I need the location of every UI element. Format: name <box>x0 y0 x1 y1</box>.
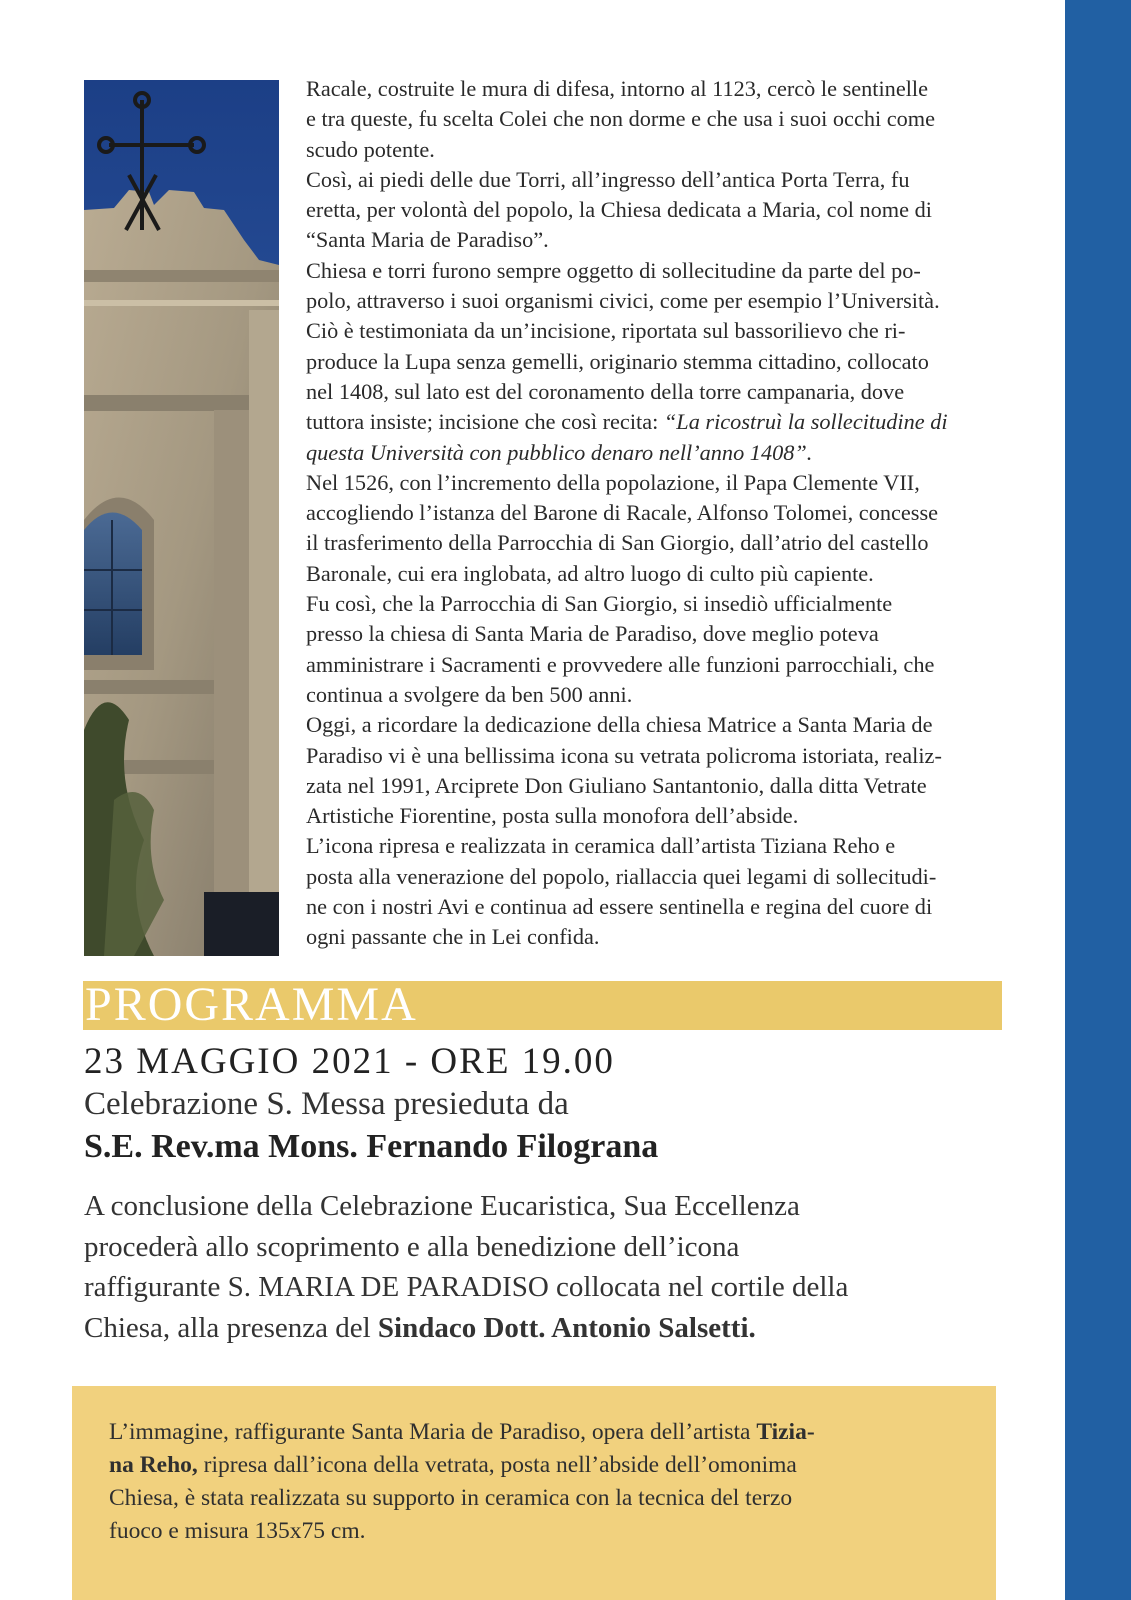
text-segment: ripresa dall’icona della vetrata, posta nell’abside dell’omonima <box>197 1452 797 1478</box>
text-line: Chiesa e torri furono sempre oggetto di sollecitudine da parte del po- <box>306 257 921 283</box>
text-line: Ciò è testimoniata da un’incisione, riportata sul bassorilievo che ri- <box>306 318 906 344</box>
programma-band <box>83 978 1002 1031</box>
text-line: nel 1408, sul lato est del coronamento della torre campanaria, dove <box>306 378 905 404</box>
programma-title: PROGRAMMA <box>85 978 418 1031</box>
artist-name: Tizia- <box>756 1419 815 1445</box>
text-line: Così, ai piedi delle due Torri, all’ingresso dell’antica Porta Terra, fu <box>306 166 910 192</box>
text-line <box>109 1416 965 1449</box>
text-line <box>306 438 1026 468</box>
text-line: scudo potente. <box>306 136 435 162</box>
church-facade-photo <box>84 80 279 956</box>
text-line <box>306 407 1026 437</box>
text-line: Oggi, a ricordare la dedicazione della chiesa Matrice a Santa Maria de <box>306 712 933 738</box>
text-line: Paradiso vi è una bellissima icona su vetrata policroma istoriata, realiz- <box>306 742 942 768</box>
text-line: “Santa Maria de Paradiso”. <box>306 227 549 253</box>
text-segment: L’immagine, raffigurante Santa Maria de Paradiso, opera dell’artista <box>109 1419 757 1445</box>
side-accent-bar <box>1065 0 1131 1600</box>
text-line: procederà allo scoprimento e alla benedizione dell’icona <box>84 1230 740 1263</box>
text-line: e tra queste, fu scelta Colei che non dorme e che usa i suoi occhi come <box>306 106 936 132</box>
text-line: ne con i nostri Avi e continua ad essere sentinella e regina del cuore di <box>306 894 933 920</box>
text-line: Artistiche Fiorentine, posta sulla monofora dell’abside. <box>306 803 799 829</box>
text-line: ogni passante che in Lei confida. <box>306 924 600 950</box>
text-line: polo, attraverso i suoi organismi civici, come per esempio l’Università. <box>306 288 940 314</box>
text-line: A conclusione della Celebrazione Eucaristica, Sua Eccellenza <box>84 1190 800 1222</box>
text-line: posta alla venerazione del popolo, riallaccia quei legami di sollecitudi- <box>306 863 937 889</box>
conclusion-text <box>84 1186 1014 1348</box>
text-line: continua a svolgere da ben 500 anni. <box>306 681 633 707</box>
bishop-name: S.E. Rev.ma Mons. Fernando Filograna <box>84 1128 659 1165</box>
text-line: Baronale, cui era inglobata, ad altro luogo di culto più capiente. <box>306 560 874 586</box>
text-line: eretta, per volontà del popolo, la Chiesa dedicata a Maria, col nome di <box>306 197 932 223</box>
text-line <box>84 1308 1014 1349</box>
text-line: Nel 1526, con l’incremento della popolazione, il Papa Clemente VII, <box>306 469 920 495</box>
mayor-name: Sindaco Dott. Antonio Salsetti. <box>377 1311 756 1344</box>
artist-name: na Reho, <box>109 1452 198 1478</box>
text-line: L’icona ripresa e realizzata in ceramica dall’artista Tiziana Reho e <box>306 833 896 859</box>
history-text <box>306 74 1026 953</box>
text-line: produce la Lupa senza gemelli, originario stemma cittadino, collocato <box>306 348 929 374</box>
text-line: Fu così, che la Parrocchia di San Giorgio, si insediò ufficialmente <box>306 591 893 617</box>
text-line: il trasferimento della Parrocchia di San Giorgio, dall’atrio del castello <box>306 530 929 556</box>
text-line: fuoco e misura 135x75 cm. <box>109 1518 366 1544</box>
text-line: Racale, costruite le mura di difesa, intorno al 1123, cercò le sentinelle <box>306 76 929 101</box>
event-date: 23 MAGGIO 2021 - ORE 19.00 <box>84 1041 615 1082</box>
text-line <box>109 1449 965 1482</box>
inscription-quote: “La ricostruì la sollecitudine di <box>663 409 948 435</box>
celebration-line: Celebrazione S. Messa presieduta da <box>84 1086 569 1122</box>
text-line: accogliendo l’istanza del Barone di Racale, Alfonso Tolomei, concesse <box>306 500 939 526</box>
text-line: amministrare i Sacramenti e provvedere alle funzioni parrocchiali, che <box>306 651 935 677</box>
text-segment: tuttora insiste; incisione che così recita: <box>306 409 664 435</box>
inscription-quote: questa Università con pubblico denaro nell’anno 1408”. <box>306 439 813 465</box>
note-text <box>109 1416 965 1548</box>
text-line: raffigurante S. MARIA DE PARADISO collocata nel cortile della <box>84 1271 849 1303</box>
text-line: zata nel 1991, Arciprete Don Giuliano Santantonio, dalla ditta Vetrate <box>306 772 927 798</box>
text-segment: Chiesa, alla presenza del <box>84 1311 378 1344</box>
text-line: presso la chiesa di Santa Maria de Paradiso, dove meglio poteva <box>306 621 879 647</box>
note-box <box>72 1386 996 1600</box>
text-line: Chiesa, è stata realizzata su supporto in ceramica con la tecnica del terzo <box>109 1485 793 1511</box>
